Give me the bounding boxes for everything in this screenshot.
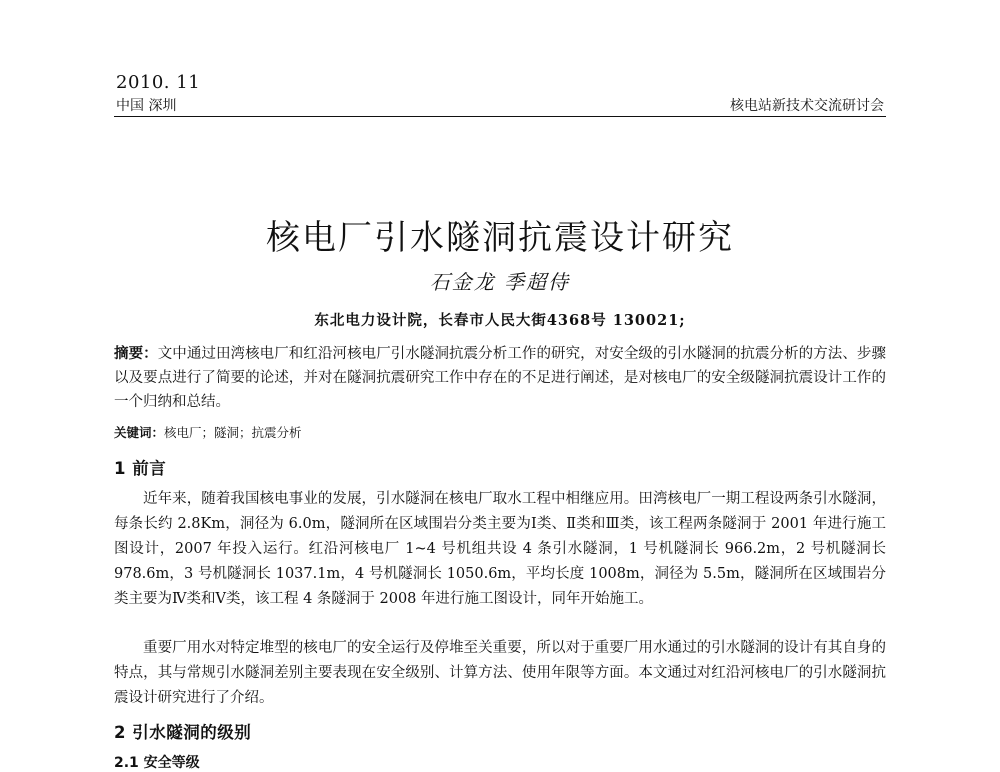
intro-paragraph-1: 近年来，随着我国核电事业的发展，引水隧洞在核电厂取水工程中相继应用。田湾核电厂一期工程设两条引水隧洞，每条长约 2.8Km，洞径为 6.0m，隧洞所在区域围岩分类主要为Ⅰ类、Ⅱ类和Ⅲ类，该工程两条隧洞于 2001 年进行施工图设计，2007 年投入运行。红沿河核电厂 1~4 号机组共设 4 条引水隧洞，1 号机隧洞长 966.2m，2 号机隧洞长 978.6m，3 号机隧洞长 1037.1m，4 号机隧洞长 1050.6m，平均长度 1008m，洞径为 5.5m，隧洞所在区域围岩分类主要为Ⅳ类和Ⅴ类，该工程 4 条隧洞于 2008 年进行施工图设计，同年开始施工。 bbox=[114, 491, 886, 607]
paper-title: 核电厂引水隧洞抗震设计研究 bbox=[266, 218, 734, 258]
keywords-text: 核电厂；隧洞；抗震分析 bbox=[164, 425, 302, 440]
header-date: 2010. 11 bbox=[116, 72, 201, 93]
keywords bbox=[114, 423, 886, 441]
subsection-heading-safety-class: 2.1 安全等级 bbox=[114, 755, 200, 771]
paper-authors: 石金龙 季超侍 bbox=[429, 270, 571, 294]
abstract-label: 摘要： bbox=[114, 346, 158, 362]
section-heading-tunnel-level: 2 引水隧洞的级别 bbox=[114, 723, 252, 742]
header-location: 中国 深圳 bbox=[116, 98, 177, 114]
section-heading-intro: 1 前言 bbox=[114, 459, 167, 478]
abstract bbox=[114, 342, 886, 414]
header-conference: 核电站新技术交流研讨会 bbox=[730, 98, 884, 114]
header-rule bbox=[114, 116, 886, 117]
keywords-label: 关键词： bbox=[114, 425, 165, 440]
abstract-text: 文中通过田湾核电厂和红沿河核电厂引水隧洞抗震分析工作的研究，对安全级的引水隧洞的抗震分析的方法、步骤以及要点进行了简要的论述，并对在隧洞抗震研究工作中存在的不足进行阐述，是对核电厂的安全级隧洞抗震设计工作的一个归纳和总结。 bbox=[114, 346, 886, 410]
intro-paragraph-2: 重要厂用水对特定堆型的核电厂的安全运行及停堆至关重要，所以对于重要厂用水通过的引水隧洞的设计有其自身的特点，其与常规引水隧洞差别主要表现在安全级别、计算方法、使用年限等方面。本文通过对红沿河核电厂的引水隧洞抗震设计研究进行了介绍。 bbox=[114, 640, 886, 706]
paper-affiliation: 东北电力设计院，长春市人民大街4368号 130021; bbox=[314, 312, 686, 329]
